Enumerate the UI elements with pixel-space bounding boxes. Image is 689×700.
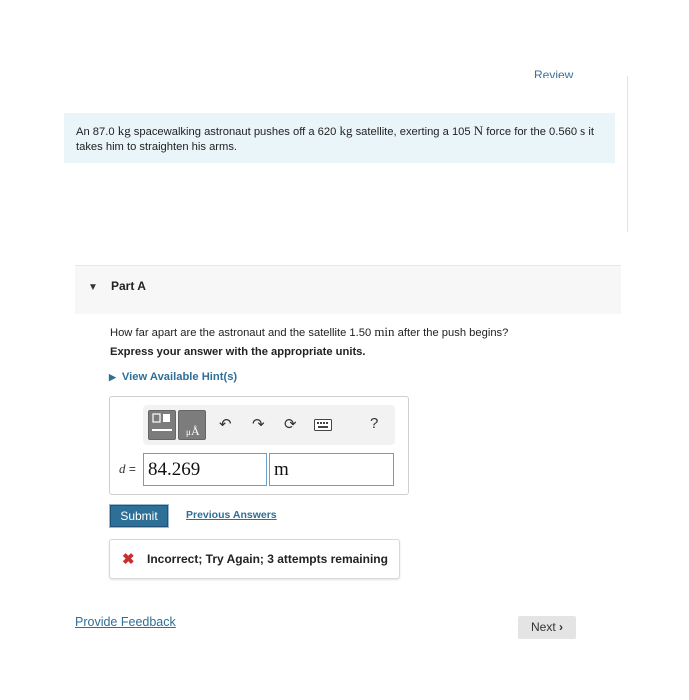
answer-box bbox=[109, 396, 409, 495]
error-x-icon: ✖ bbox=[122, 551, 135, 568]
part-title: Part A bbox=[111, 279, 146, 293]
answer-instruction: Express your answer with the appropriate units. bbox=[110, 346, 366, 358]
feedback-text: Incorrect; Try Again; 3 attempts remaining bbox=[147, 552, 388, 566]
math-toolbar bbox=[143, 405, 395, 445]
svg-text:Å: Å bbox=[191, 424, 200, 438]
units-icon[interactable] bbox=[178, 410, 206, 440]
review-link[interactable]: Review bbox=[534, 68, 574, 78]
view-hints-link[interactable]: ▶ View Available Hint(s) bbox=[109, 371, 238, 383]
next-button[interactable]: Next › bbox=[518, 616, 576, 639]
undo-icon[interactable]: ↶ bbox=[219, 416, 232, 433]
answer-value-input[interactable] bbox=[143, 453, 267, 486]
previous-answers-link[interactable]: Previous Answers bbox=[186, 509, 277, 521]
problem-statement: An 87.0 kg spacewalking astronaut pushes off a 620 kg satellite, exerting a 105 N force for the 0.560 s it takes him to straighten his arms. bbox=[64, 113, 615, 163]
caret-down-icon[interactable]: ▼ bbox=[88, 282, 98, 293]
provide-feedback-link[interactable]: Provide Feedback bbox=[75, 615, 176, 629]
caret-right-icon: ▶ bbox=[109, 372, 116, 382]
answer-variable-label: d = bbox=[119, 461, 136, 476]
part-a-header[interactable] bbox=[75, 265, 621, 314]
divider bbox=[627, 76, 628, 232]
reset-icon[interactable]: ⟳ bbox=[284, 416, 297, 433]
templates-icon[interactable] bbox=[148, 410, 176, 440]
redo-icon[interactable]: ↷ bbox=[252, 416, 265, 433]
submit-button[interactable]: Submit bbox=[110, 505, 168, 527]
chevron-right-icon: › bbox=[559, 620, 564, 634]
answer-unit-input[interactable] bbox=[269, 453, 394, 486]
question-text: How far apart are the astronaut and the satellite 1.50 min after the push begins? bbox=[110, 324, 509, 339]
feedback-message bbox=[109, 539, 400, 579]
help-icon[interactable]: ? bbox=[370, 415, 379, 432]
keyboard-icon[interactable] bbox=[314, 418, 332, 435]
svg-text:μ: μ bbox=[186, 427, 191, 437]
